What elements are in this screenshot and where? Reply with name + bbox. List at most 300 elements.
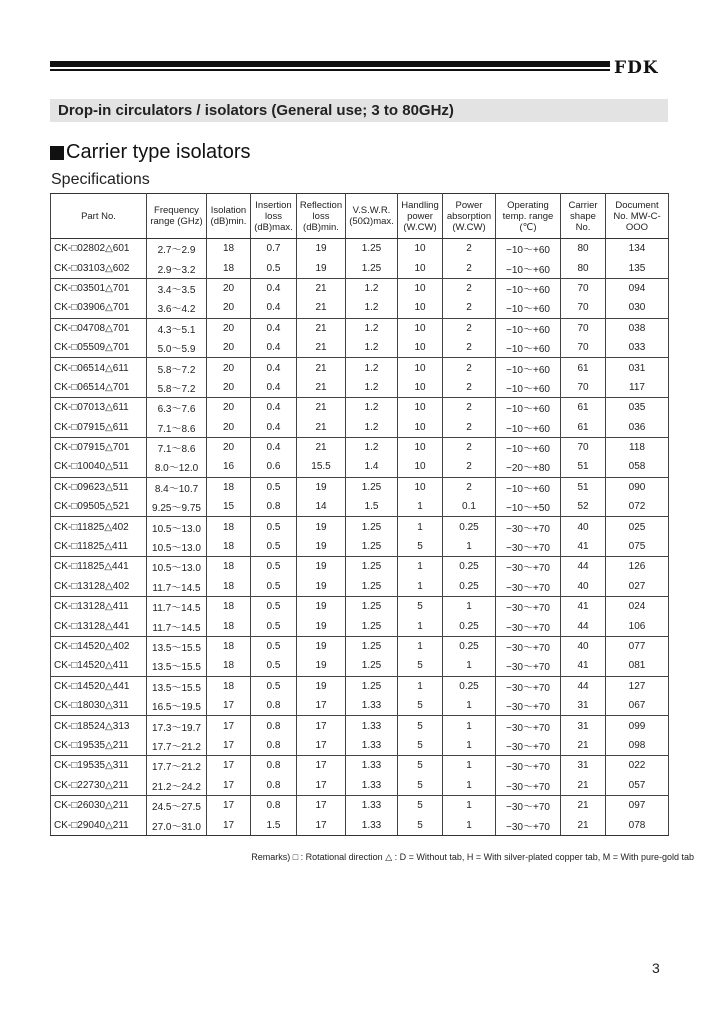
table-cell: 18 — [207, 477, 251, 497]
table-cell: 21 — [297, 298, 346, 318]
part-number-cell: CK-□14520△402 — [51, 636, 147, 656]
table-cell: −10～+60 — [496, 398, 561, 418]
table-cell: 15.5 — [297, 457, 346, 477]
table-cell: 17 — [207, 815, 251, 835]
table-cell: 1 — [398, 676, 443, 696]
table-cell: 17 — [297, 795, 346, 815]
table-cell: 099 — [606, 716, 669, 736]
table-cell: 094 — [606, 278, 669, 298]
section-title: Drop-in circulators / isolators (General use; 3 to 80GHz) — [58, 102, 454, 119]
table-cell: 1.4 — [346, 457, 398, 477]
subheading: Specifications — [51, 171, 150, 188]
column-header: Frequency range (GHz) — [147, 194, 207, 239]
table-row — [51, 437, 669, 457]
table-cell: 21 — [297, 437, 346, 457]
table-cell: 9.25～9.75 — [147, 497, 207, 517]
table-cell: 1.25 — [346, 517, 398, 537]
table-cell: 027 — [606, 577, 669, 597]
table-cell: 4.3～5.1 — [147, 318, 207, 338]
table-row — [51, 537, 669, 557]
table-cell: 1 — [443, 716, 496, 736]
table-cell: −30～+70 — [496, 696, 561, 716]
table-cell: 022 — [606, 756, 669, 776]
table-cell: 1.25 — [346, 477, 398, 497]
table-cell: 8.4～10.7 — [147, 477, 207, 497]
table-cell: −30～+70 — [496, 736, 561, 756]
table-cell: 21 — [297, 318, 346, 338]
table-cell: 10 — [398, 278, 443, 298]
table-cell: 0.25 — [443, 676, 496, 696]
column-header: Handling power (W.CW) — [398, 194, 443, 239]
table-row — [51, 358, 669, 378]
table-cell: 1.25 — [346, 577, 398, 597]
part-number-cell: CK-□09505△521 — [51, 497, 147, 517]
table-row — [51, 616, 669, 636]
table-cell: −10～+60 — [496, 258, 561, 278]
table-row — [51, 756, 669, 776]
table-cell: 1 — [398, 577, 443, 597]
table-cell: 090 — [606, 477, 669, 497]
table-cell: 31 — [561, 756, 606, 776]
table-cell: 31 — [561, 716, 606, 736]
table-row — [51, 477, 669, 497]
table-cell: −10～+60 — [496, 418, 561, 438]
specifications-table — [50, 193, 669, 836]
table-cell: 27.0～31.0 — [147, 815, 207, 835]
table-cell: 8.0～12.0 — [147, 457, 207, 477]
table-cell: 0.25 — [443, 636, 496, 656]
part-number-cell: CK-□07915△701 — [51, 437, 147, 457]
table-cell: −10～+60 — [496, 338, 561, 358]
table-cell: 20 — [207, 338, 251, 358]
table-cell: 19 — [297, 537, 346, 557]
table-cell: −30～+70 — [496, 716, 561, 736]
table-cell: 10 — [398, 239, 443, 259]
table-row — [51, 457, 669, 477]
table-cell: 21 — [561, 736, 606, 756]
table-row — [51, 716, 669, 736]
table-cell: 5 — [398, 736, 443, 756]
part-number-cell: CK-□06514△701 — [51, 378, 147, 398]
table-cell: −10～+60 — [496, 378, 561, 398]
table-cell: 3.4～3.5 — [147, 278, 207, 298]
table-row — [51, 378, 669, 398]
table-cell: 17 — [207, 736, 251, 756]
table-cell: 10 — [398, 258, 443, 278]
table-row — [51, 636, 669, 656]
table-cell: 1.25 — [346, 597, 398, 617]
table-body — [51, 239, 669, 836]
table-row — [51, 398, 669, 418]
table-cell: 0.7 — [251, 239, 297, 259]
table-cell: 1.25 — [346, 239, 398, 259]
table-cell: 44 — [561, 676, 606, 696]
table-cell: 0.8 — [251, 497, 297, 517]
table-cell: 19 — [297, 258, 346, 278]
table-cell: 20 — [207, 418, 251, 438]
table-cell: 5 — [398, 716, 443, 736]
part-number-cell: CK-□05509△701 — [51, 338, 147, 358]
table-cell: 18 — [207, 656, 251, 676]
table-cell: 7.1～8.6 — [147, 437, 207, 457]
table-cell: 031 — [606, 358, 669, 378]
table-header-row — [51, 194, 669, 239]
table-cell: 18 — [207, 676, 251, 696]
table-cell: 21 — [561, 795, 606, 815]
column-header: Part No. — [51, 194, 147, 239]
table-cell: 5 — [398, 696, 443, 716]
part-number-cell: CK-□11825△402 — [51, 517, 147, 537]
table-cell: 1.33 — [346, 815, 398, 835]
table-cell: 0.8 — [251, 756, 297, 776]
table-cell: 61 — [561, 398, 606, 418]
table-cell: 072 — [606, 497, 669, 517]
table-cell: 1 — [443, 537, 496, 557]
table-cell: 5.8～7.2 — [147, 358, 207, 378]
table-cell: 52 — [561, 497, 606, 517]
table-cell: 1 — [398, 517, 443, 537]
part-number-cell: CK-□18030△311 — [51, 696, 147, 716]
table-cell: 21 — [297, 278, 346, 298]
part-number-cell: CK-□09623△511 — [51, 477, 147, 497]
table-cell: 19 — [297, 239, 346, 259]
table-row — [51, 418, 669, 438]
table-cell: 1.2 — [346, 298, 398, 318]
table-cell: −30～+70 — [496, 517, 561, 537]
table-cell: −30～+70 — [496, 577, 561, 597]
table-cell: 10 — [398, 398, 443, 418]
table-cell: −10～+50 — [496, 497, 561, 517]
table-cell: 5 — [398, 795, 443, 815]
table-cell: 16.5～19.5 — [147, 696, 207, 716]
table-cell: 081 — [606, 656, 669, 676]
table-cell: 10 — [398, 298, 443, 318]
table-cell: 70 — [561, 378, 606, 398]
table-cell: 13.5～15.5 — [147, 636, 207, 656]
table-cell: 1 — [398, 636, 443, 656]
table-cell: 075 — [606, 537, 669, 557]
table-cell: 106 — [606, 616, 669, 636]
table-cell: 1 — [443, 736, 496, 756]
part-number-cell: CK-□22730△211 — [51, 776, 147, 796]
table-cell: 40 — [561, 636, 606, 656]
table-cell: 6.3～7.6 — [147, 398, 207, 418]
column-header: Isolation (dB)min. — [207, 194, 251, 239]
table-row — [51, 517, 669, 537]
table-cell: 10 — [398, 318, 443, 338]
table-cell: 5 — [398, 537, 443, 557]
table-cell: 80 — [561, 258, 606, 278]
table-cell: 1.2 — [346, 278, 398, 298]
part-number-cell: CK-□29040△211 — [51, 815, 147, 835]
table-cell: 1 — [443, 756, 496, 776]
table-cell: 1.25 — [346, 656, 398, 676]
table-cell: 17 — [207, 756, 251, 776]
table-row — [51, 318, 669, 338]
table-cell: 19 — [297, 557, 346, 577]
table-cell: 18 — [207, 577, 251, 597]
table-cell: 2.7～2.9 — [147, 239, 207, 259]
table-cell: 135 — [606, 258, 669, 278]
table-cell: 2 — [443, 437, 496, 457]
part-number-cell: CK-□02802△601 — [51, 239, 147, 259]
table-cell: 11.7～14.5 — [147, 616, 207, 636]
table-cell: 0.5 — [251, 537, 297, 557]
table-cell: 1.33 — [346, 696, 398, 716]
table-cell: 20 — [207, 437, 251, 457]
table-cell: 5 — [398, 756, 443, 776]
table-cell: 1.5 — [346, 497, 398, 517]
table-cell: 1.25 — [346, 636, 398, 656]
part-number-cell: CK-□19535△211 — [51, 736, 147, 756]
table-cell: 118 — [606, 437, 669, 457]
table-cell: −30～+70 — [496, 636, 561, 656]
column-header: Operating temp. range (℃) — [496, 194, 561, 239]
table-cell: 038 — [606, 318, 669, 338]
table-cell: 20 — [207, 358, 251, 378]
table-cell: 70 — [561, 298, 606, 318]
table-cell: 20 — [207, 378, 251, 398]
column-header: Insertion loss (dB)max. — [251, 194, 297, 239]
table-cell: 17.7～21.2 — [147, 736, 207, 756]
column-header: Document No. MW-C-OOO — [606, 194, 669, 239]
brand-logo: FDK — [614, 58, 659, 78]
part-number-cell: CK-□07915△611 — [51, 418, 147, 438]
table-cell: 80 — [561, 239, 606, 259]
column-header: Carrier shape No. — [561, 194, 606, 239]
part-number-cell: CK-□19535△311 — [51, 756, 147, 776]
table-cell: 10.5～13.0 — [147, 537, 207, 557]
table-cell: 10 — [398, 437, 443, 457]
table-cell: 2 — [443, 239, 496, 259]
table-cell: 10 — [398, 457, 443, 477]
table-cell: 2 — [443, 358, 496, 378]
table-cell: 0.5 — [251, 557, 297, 577]
table-cell: 134 — [606, 239, 669, 259]
table-cell: 10.5～13.0 — [147, 557, 207, 577]
table-cell: 5 — [398, 656, 443, 676]
table-cell: 1.25 — [346, 557, 398, 577]
section-title-band — [50, 99, 668, 122]
table-row — [51, 597, 669, 617]
table-cell: 0.4 — [251, 437, 297, 457]
page-number: 3 — [652, 960, 660, 976]
table-cell: 19 — [297, 656, 346, 676]
table-cell: 0.4 — [251, 418, 297, 438]
table-cell: 21 — [561, 815, 606, 835]
table-cell: 057 — [606, 776, 669, 796]
table-cell: 127 — [606, 676, 669, 696]
part-number-cell: CK-□11825△441 — [51, 557, 147, 577]
table-cell: 11.7～14.5 — [147, 597, 207, 617]
column-header: Reflection loss (dB)min. — [297, 194, 346, 239]
table-cell: 030 — [606, 298, 669, 318]
table-cell: 077 — [606, 636, 669, 656]
table-cell: −30～+70 — [496, 537, 561, 557]
part-number-cell: CK-□03906△701 — [51, 298, 147, 318]
table-cell: 19 — [297, 577, 346, 597]
table-cell: 097 — [606, 795, 669, 815]
table-cell: 0.1 — [443, 497, 496, 517]
table-cell: 0.8 — [251, 776, 297, 796]
table-cell: 1 — [443, 776, 496, 796]
table-cell: 17 — [207, 716, 251, 736]
table-cell: 61 — [561, 358, 606, 378]
table-cell: 10.5～13.0 — [147, 517, 207, 537]
table-cell: 0.5 — [251, 577, 297, 597]
table-cell: −10～+60 — [496, 318, 561, 338]
table-cell: 0.25 — [443, 517, 496, 537]
table-cell: 21 — [297, 378, 346, 398]
table-cell: 21 — [297, 338, 346, 358]
table-cell: −30～+70 — [496, 557, 561, 577]
part-number-cell: CK-□14520△411 — [51, 656, 147, 676]
table-cell: 1 — [443, 597, 496, 617]
table-cell: 1.33 — [346, 795, 398, 815]
table-cell: 025 — [606, 517, 669, 537]
table-cell: 2 — [443, 338, 496, 358]
heading-text: Carrier type isolators — [66, 141, 251, 163]
part-number-cell: CK-□07013△611 — [51, 398, 147, 418]
table-cell: 1.25 — [346, 616, 398, 636]
table-cell: 1 — [443, 815, 496, 835]
table-cell: 5 — [398, 597, 443, 617]
table-cell: 41 — [561, 537, 606, 557]
table-cell: 0.4 — [251, 358, 297, 378]
table-cell: 1.2 — [346, 338, 398, 358]
table-cell: 17 — [207, 795, 251, 815]
table-cell: 21 — [297, 398, 346, 418]
part-number-cell: CK-□26030△211 — [51, 795, 147, 815]
table-cell: 5.0～5.9 — [147, 338, 207, 358]
table-cell: 2 — [443, 398, 496, 418]
table-cell: 1.5 — [251, 815, 297, 835]
table-cell: 44 — [561, 557, 606, 577]
table-cell: 20 — [207, 398, 251, 418]
table-cell: 067 — [606, 696, 669, 716]
table-cell: −10～+60 — [496, 437, 561, 457]
table-cell: −30～+70 — [496, 776, 561, 796]
header-rule — [50, 61, 610, 72]
part-number-cell: CK-□11825△411 — [51, 537, 147, 557]
table-cell: 1 — [443, 795, 496, 815]
table-cell: 41 — [561, 656, 606, 676]
square-bullet-icon — [50, 146, 64, 160]
table-cell: 058 — [606, 457, 669, 477]
table-cell: 16 — [207, 457, 251, 477]
table-cell: −10～+60 — [496, 239, 561, 259]
table-cell: 18 — [207, 597, 251, 617]
table-cell: 1 — [398, 497, 443, 517]
table-cell: 20 — [207, 318, 251, 338]
remarks-note: Remarks) □ : Rotational direction △ : D = Without tab, H = With silver-plated copper tab, M = With pure-gold tab — [251, 852, 694, 862]
part-number-cell: CK-□13128△402 — [51, 577, 147, 597]
table-cell: 70 — [561, 437, 606, 457]
table-cell: 40 — [561, 517, 606, 537]
table-row — [51, 239, 669, 259]
table-cell: 21.2～24.2 — [147, 776, 207, 796]
table-cell: 0.5 — [251, 616, 297, 636]
table-row — [51, 696, 669, 716]
table-cell: −10～+60 — [496, 358, 561, 378]
table-cell: 1.33 — [346, 756, 398, 776]
table-cell: 10 — [398, 378, 443, 398]
table-cell: 2 — [443, 258, 496, 278]
table-cell: 10 — [398, 358, 443, 378]
table-row — [51, 577, 669, 597]
table-cell: 1.2 — [346, 318, 398, 338]
table-row — [51, 278, 669, 298]
table-cell: 40 — [561, 577, 606, 597]
table-cell: 1.2 — [346, 358, 398, 378]
table-cell: 17 — [297, 756, 346, 776]
table-row — [51, 736, 669, 756]
table-cell: 0.8 — [251, 795, 297, 815]
table-cell: −10～+60 — [496, 477, 561, 497]
table-cell: 0.4 — [251, 298, 297, 318]
part-number-cell: CK-□04708△701 — [51, 318, 147, 338]
table-cell: 1.33 — [346, 736, 398, 756]
table-cell: 033 — [606, 338, 669, 358]
table-cell: 0.4 — [251, 398, 297, 418]
part-number-cell: CK-□18524△313 — [51, 716, 147, 736]
table-cell: 18 — [207, 616, 251, 636]
table-cell: 19 — [297, 597, 346, 617]
table-row — [51, 795, 669, 815]
table-cell: 0.5 — [251, 597, 297, 617]
table-cell: 035 — [606, 398, 669, 418]
table-cell: 20 — [207, 278, 251, 298]
table-cell: 70 — [561, 318, 606, 338]
table-cell: 0.5 — [251, 636, 297, 656]
table-cell: 1.25 — [346, 537, 398, 557]
table-cell: 1.2 — [346, 418, 398, 438]
table-cell: 0.25 — [443, 557, 496, 577]
table-cell: 0.5 — [251, 258, 297, 278]
table-cell: 5 — [398, 776, 443, 796]
table-cell: 036 — [606, 418, 669, 438]
table-cell: 024 — [606, 597, 669, 617]
table-cell: 19 — [297, 636, 346, 656]
table-cell: 0.4 — [251, 338, 297, 358]
table-cell: 17.3～19.7 — [147, 716, 207, 736]
table-cell: 0.4 — [251, 278, 297, 298]
table-cell: 7.1～8.6 — [147, 418, 207, 438]
table-cell: 1.2 — [346, 398, 398, 418]
table-cell: 19 — [297, 616, 346, 636]
table-cell: 20 — [207, 298, 251, 318]
table-cell: 2 — [443, 378, 496, 398]
table-cell: 0.8 — [251, 736, 297, 756]
table-cell: 70 — [561, 338, 606, 358]
table-cell: 18 — [207, 537, 251, 557]
table-cell: 51 — [561, 477, 606, 497]
table-cell: 0.5 — [251, 477, 297, 497]
table-row — [51, 497, 669, 517]
table-row — [51, 815, 669, 835]
table-cell: 2 — [443, 477, 496, 497]
table-cell: 18 — [207, 239, 251, 259]
part-number-cell: CK-□13128△441 — [51, 616, 147, 636]
table-cell: −30～+70 — [496, 597, 561, 617]
table-cell: 2 — [443, 418, 496, 438]
table-cell: 078 — [606, 815, 669, 835]
table-cell: −30～+70 — [496, 795, 561, 815]
table-cell: 21 — [297, 358, 346, 378]
table-cell: 51 — [561, 457, 606, 477]
table-cell: 0.25 — [443, 616, 496, 636]
table-cell: 0.8 — [251, 716, 297, 736]
